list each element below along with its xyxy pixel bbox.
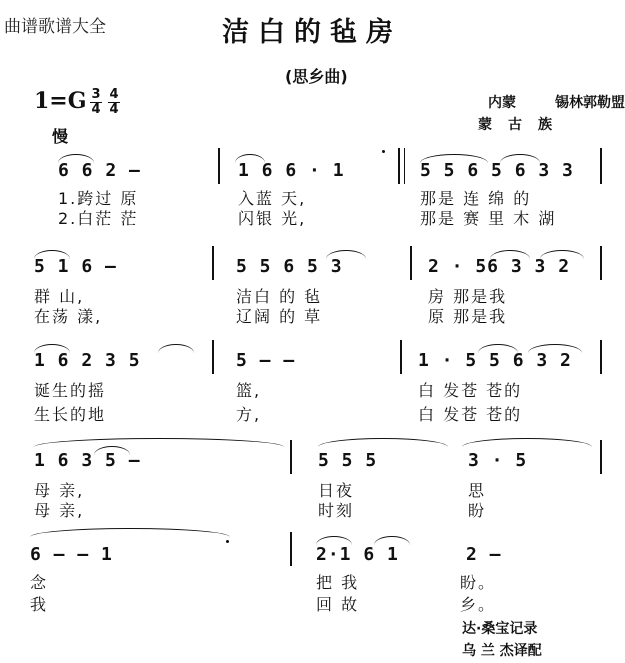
song-title: 洁白的毡房 <box>222 17 402 48</box>
system-2-lyric-2-b: 辽阔 的 草 <box>236 307 323 326</box>
slur <box>34 438 284 447</box>
credit-translator: 乌 兰 杰译配 <box>462 643 542 659</box>
octave-dot <box>226 540 229 543</box>
barline-thin <box>404 148 405 184</box>
system-1-lyric-1-c: 那是 连 绵 的 <box>420 189 532 208</box>
system-5-lyric-2-c: 乡。 <box>460 595 497 614</box>
system-3-measure-1-notes: 1 6 2 3 5 <box>34 350 141 371</box>
slur <box>58 154 94 163</box>
origin-region: 内蒙 <box>488 95 516 111</box>
system-2-lyric-1-c: 房 那是我 <box>428 287 508 306</box>
barline <box>398 148 400 184</box>
system-3-lyric-1-c: 白 发苍 苍的 <box>418 381 523 400</box>
system-4-lyric-1-c: 思 <box>468 481 487 500</box>
system-1-measure-1-notes: 6 6 2 – <box>58 160 141 181</box>
barline <box>600 440 602 474</box>
system-5-measure-1-notes: 6 – – 1 <box>30 544 113 565</box>
system-1-lyric-1-b: 入蓝 天, <box>238 189 307 208</box>
system-4-lyric-1-b: 日夜 <box>318 481 355 500</box>
system-4-lyric-2-c: 盼 <box>468 501 487 520</box>
barline <box>290 440 292 474</box>
system-5-lyric-2-b: 回 故 <box>316 595 360 614</box>
system-2-lyric-2-a: 在荡 漾, <box>34 307 103 326</box>
system-1-lyric-2-c: 那是 赛 里 木 湖 <box>420 209 557 228</box>
system-5-measure-3-notes: 2 – <box>466 544 502 565</box>
system-3-lyric-1-b: 篮, <box>236 381 262 400</box>
slur <box>326 250 366 259</box>
system-4-measure-2-notes: 5 5 5 <box>318 450 378 471</box>
barline <box>600 246 602 280</box>
system-4-lyric-2-a: 母 亲, <box>34 501 85 520</box>
system-3-lyric-1-a: 诞生的摇 <box>34 381 107 400</box>
system-1-measure-2-notes: 1 6 6 · 1 <box>238 160 345 181</box>
octave-dot <box>382 150 385 153</box>
system-5-measure-2-notes: 2·1 6 1 <box>316 544 399 565</box>
system-5-lyric-1-a: 念 <box>30 573 49 592</box>
slur <box>34 344 70 353</box>
system-4-lyric-2-b: 时刻 <box>318 501 355 520</box>
origin-ethnic: 蒙古族 <box>478 117 568 133</box>
system-3-measure-2-notes: 5 – – <box>236 350 296 371</box>
system-2-measure-2-notes: 5 5 6 5 3 <box>236 256 343 277</box>
slur <box>374 536 410 545</box>
barline <box>600 148 602 184</box>
slur <box>34 250 70 259</box>
system-1-lyric-2-b: 闪银 光, <box>238 209 307 228</box>
slur <box>490 250 530 259</box>
barline <box>212 246 214 280</box>
barline <box>290 532 292 566</box>
system-2-lyric-1-b: 洁白 的 毡 <box>236 287 323 306</box>
slur <box>420 154 488 163</box>
system-1-lyric-1-a: 1.跨过 原 <box>58 189 139 208</box>
barline <box>410 246 412 280</box>
system-4-measure-3-notes: 3 · 5 <box>468 450 528 471</box>
slur <box>462 438 592 447</box>
barline <box>218 148 220 184</box>
credit-recorder: 达·桑宝记录 <box>462 621 538 637</box>
slur <box>318 438 448 447</box>
system-2-lyric-2-c: 原 那是我 <box>428 307 508 326</box>
system-5-lyric-2-a: 我 <box>30 595 49 614</box>
system-3-lyric-2-a: 生长的地 <box>34 405 107 424</box>
system-4-measure-1-notes: 1 6 3 5 – <box>34 450 141 471</box>
slur <box>500 154 540 163</box>
key-signature: 1=G <box>34 88 87 114</box>
slur <box>30 528 230 537</box>
system-5-lyric-1-b: 把 我 <box>316 573 360 592</box>
system-5-lyric-1-c: 盼。 <box>460 573 497 592</box>
slur <box>540 250 584 259</box>
barline <box>600 340 602 374</box>
slur <box>235 154 265 163</box>
slur <box>478 344 518 353</box>
time-signature-3-4: $\frac{3}{4}$ <box>91 87 101 117</box>
barline <box>400 340 402 374</box>
song-subtitle: (思乡曲) <box>285 67 348 86</box>
system-4-lyric-1-a: 母 亲, <box>34 481 85 500</box>
system-2-measure-3-notes: 2 · 56 3 3 2 <box>428 256 571 277</box>
system-2-lyric-1-a: 群 山, <box>34 287 85 306</box>
time-signature-4-4: $\frac{4}{4}$ <box>109 87 119 117</box>
system-3-lyric-2-b: 方, <box>236 405 262 424</box>
system-1-measure-3-notes: 5 5 6 5 6 3 3 <box>420 160 574 181</box>
slur <box>158 344 194 353</box>
system-1-lyric-2-a: 2.白茫 茫 <box>58 209 139 228</box>
slur <box>316 536 352 545</box>
site-label: 曲谱歌谱大全 <box>4 17 106 37</box>
origin-league: 锡林郭勒盟 <box>555 95 625 111</box>
tempo-marking: 慢 <box>52 127 69 146</box>
system-2-measure-1-notes: 5 1 6 – <box>34 256 117 277</box>
system-3-lyric-2-c: 白 发苍 苍的 <box>418 405 523 424</box>
barline <box>212 340 214 374</box>
slur <box>528 344 582 353</box>
system-3-measure-3-notes: 1 · 5 5 6 3 2 <box>418 350 572 371</box>
slur <box>94 446 130 455</box>
